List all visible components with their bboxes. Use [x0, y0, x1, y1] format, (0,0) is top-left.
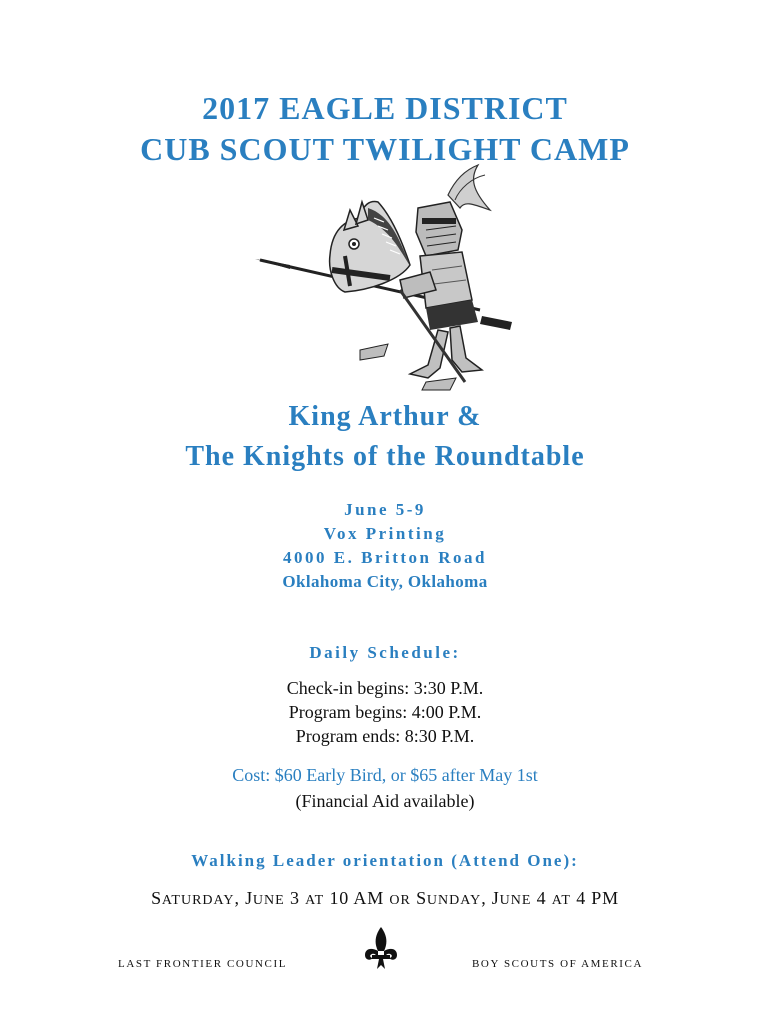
fleur-de-lis-icon	[361, 925, 401, 971]
title-line-1: 2017 EAGLE DISTRICT	[202, 90, 568, 126]
footer-council: LAST FRONTIER COUNCIL	[118, 958, 288, 970]
schedule-heading: Daily Schedule:	[309, 643, 461, 662]
financial-aid-note: (Financial Aid available)	[295, 791, 475, 811]
theme-line-1: King Arthur &	[288, 401, 482, 432]
orientation-heading: Walking Leader orientation (Attend One):	[191, 851, 579, 870]
orientation-dates: SATURDAY, JUNE 3 AT 10 AM OR SUNDAY, JUNE 4 AT 4 PM	[151, 888, 619, 908]
cost-text: Cost: $60 Early Bird, or $65 after May 1st	[232, 765, 538, 785]
schedule-item-checkin: Check-in begins: 3:30 P.M.	[286, 678, 484, 698]
footer-bsa: BOY SCOUTS OF AMERICA	[472, 958, 644, 970]
event-city: Oklahoma City, Oklahoma	[282, 572, 488, 591]
theme-line-2: The Knights of the Roundtable	[185, 441, 585, 472]
event-address: 4000 E. Britton Road	[283, 548, 487, 567]
title-line-2: CUB SCOUT TWILIGHT CAMP	[140, 131, 630, 167]
knight-on-hobby-horse-illustration	[250, 160, 530, 395]
schedule-item-program-ends: Program ends: 8:30 P.M.	[295, 726, 475, 746]
event-venue: Vox Printing	[323, 524, 447, 543]
schedule-item-program-begins: Program begins: 4:00 P.M.	[288, 702, 482, 722]
event-dates: June 5-9	[344, 500, 426, 519]
